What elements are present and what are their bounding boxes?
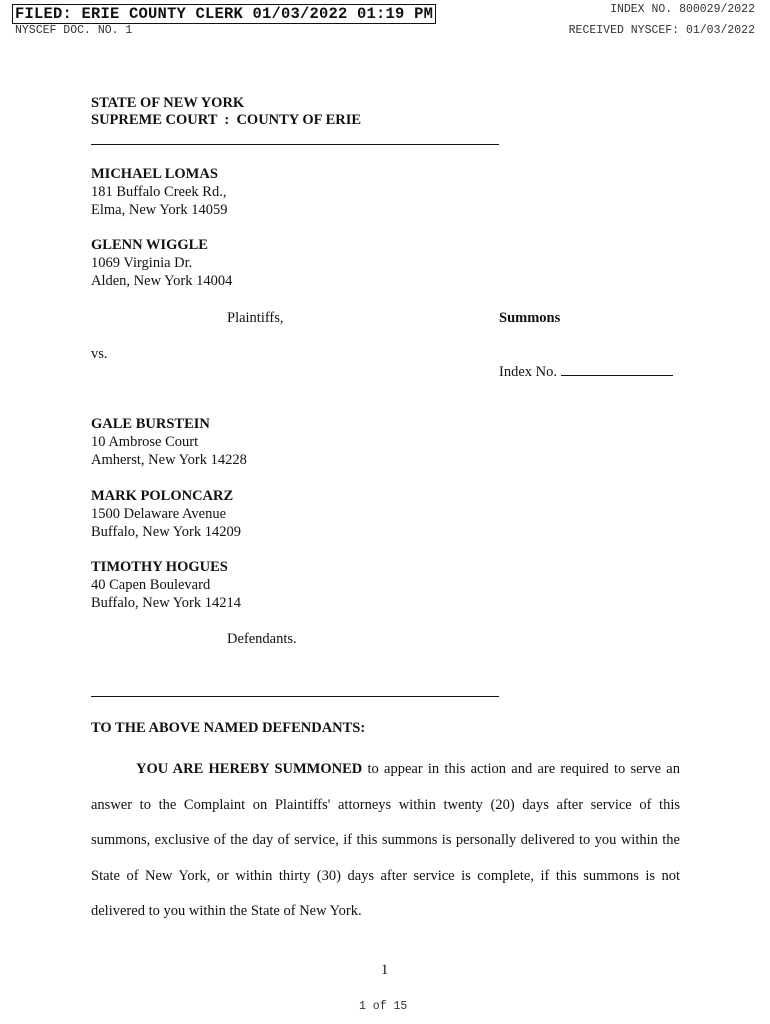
- defendant-address-line: Amherst, New York 14228: [91, 452, 247, 468]
- summons-paragraph: [91, 752, 680, 930]
- plaintiff-block: [91, 236, 232, 290]
- defendant-block: [91, 558, 241, 612]
- court-state: STATE OF NEW YORK: [91, 95, 245, 111]
- defendant-address-line: 1500 Delaware Avenue: [91, 506, 227, 522]
- index-number-blank: [561, 362, 673, 376]
- defendant-block: [91, 415, 247, 469]
- plaintiffs-label: Plaintiffs,: [227, 310, 284, 326]
- defendant-name: MARK POLONCARZ: [91, 488, 234, 504]
- defendant-address-line: Buffalo, New York 14209: [91, 524, 241, 540]
- defendant-address-line: 40 Capen Boulevard: [91, 577, 211, 593]
- plaintiff-address-line: Elma, New York 14059: [91, 202, 228, 218]
- plaintiff-name: MICHAEL LOMAS: [91, 166, 218, 182]
- summons-lead-text: YOU ARE HEREBY SUMMONED: [136, 761, 363, 777]
- caption-top-rule: [91, 144, 499, 145]
- plaintiff-block: [91, 165, 228, 219]
- defendant-address-line: 10 Ambrose Court: [91, 434, 199, 450]
- defendants-label: Defendants.: [227, 631, 297, 647]
- versus-label: vs.: [91, 346, 108, 362]
- plaintiff-address-line: 1069 Virginia Dr.: [91, 255, 193, 271]
- defendant-block: [91, 487, 241, 541]
- nyscef-doc-number: NYSCEF DOC. NO. 1: [15, 24, 133, 37]
- summons-body-text: to appear in this action and are required to serve an answer to the Complaint on Plaintiffs' attorneys within twenty (20) days after service of this summons, exclusive of the day of service, if this summons is personally delivered to you within the State of New York, or within thirty (30) days after service is complete, if this summons is not delivered to you within the State of New York.: [91, 761, 680, 920]
- plaintiff-address-line: Alden, New York 14004: [91, 273, 233, 289]
- received-date: RECEIVED NYSCEF: 01/03/2022: [568, 24, 755, 37]
- defendant-name: TIMOTHY HOGUES: [91, 559, 228, 575]
- index-number-label: Index No.: [499, 364, 557, 380]
- caption-bottom-rule: [91, 696, 499, 697]
- court-name: SUPREME COURT : COUNTY OF ERIE: [91, 112, 362, 128]
- defendant-name: GALE BURSTEIN: [91, 416, 210, 432]
- index-number-field: [499, 362, 673, 381]
- page-count: 1 of 15: [359, 1000, 408, 1013]
- plaintiff-name: GLENN WIGGLE: [91, 237, 208, 253]
- plaintiff-address-line: 181 Buffalo Creek Rd.,: [91, 184, 227, 200]
- salutation: TO THE ABOVE NAMED DEFENDANTS:: [91, 720, 366, 736]
- filed-stamp: FILED: ERIE COUNTY CLERK 01/03/2022 01:19 PM: [12, 4, 436, 24]
- defendant-address-line: Buffalo, New York 14214: [91, 595, 241, 611]
- index-number: INDEX NO. 800029/2022: [610, 3, 755, 16]
- document-title: Summons: [499, 310, 561, 326]
- page-number: 1: [381, 962, 389, 978]
